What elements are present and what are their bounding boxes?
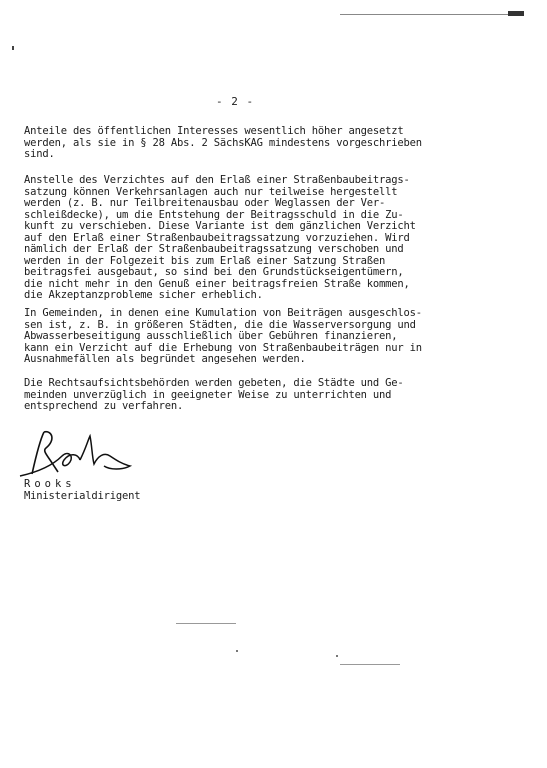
signer-name: Rooks — [24, 478, 76, 490]
scan-artifact-left-dot — [12, 46, 14, 50]
handwritten-signature — [18, 426, 138, 484]
signer-title: Ministerialdirigent — [24, 490, 141, 502]
scan-noise-dot — [336, 655, 338, 657]
scan-artifact-top-line — [340, 14, 510, 15]
page-number: - 2 - — [216, 95, 255, 108]
paragraph-partial-construction: Anstelle des Verzichtes auf den Erlaß einer Straßenbaubeitrags- satzung können Verkehrsanlagen auch nur teilweise hergestellt werden (z. B. nur Teilbreitenausbau oder Weglassen der Ver- schleißdecke), um die Entstehung der Beitragsschuld in die Zu- kunft zu verschieben. Diese Variante ist dem gänzlichen Verzicht auf den Erlaß einer Straßenbaubeitragssatzung vorzuziehen. Wird nämlich der Erlaß der Straßenbaubeitragssatzung verschoben und werden in der Folgezeit bis zum Erlaß einer Satzung Straßen beitragsfei ausgebaut, so sind bei den Grundstückseigentümern, die nicht mehr in den Genuß einer beitragsfreien Straße kommen, die Akzeptanzprobleme sicher erheblich. — [24, 174, 416, 301]
scan-noise-line — [340, 664, 400, 665]
scan-noise-dot — [236, 650, 238, 652]
paragraph-supervisory-authorities: Die Rechtsaufsichtsbehörden werden gebeten, die Städte und Ge- meinden unverzüglich in geeigneter Weise zu unterrichten und entsprechend zu verfahren. — [24, 377, 404, 412]
scan-artifact-top-mark — [508, 11, 524, 16]
paragraph-cumulation: In Gemeinden, in denen eine Kumulation von Beiträgen ausgeschlos- sen ist, z. B. in größeren Städten, die die Wasserversorgung und Abwasserbeseitigung ausschließlich über Gebühren finanzieren, kann ein Verzicht auf die Erhebung von Straßenbaubeiträgen nur in Ausnahmefällen als begründet angesehen werden. — [24, 307, 422, 365]
paragraph-public-interest: Anteile des öffentlichen Interesses wesentlich höher angesetzt werden, als sie in § 28 Abs. 2 SächsKAG mindestens vorgeschrieben sind. — [24, 125, 422, 160]
scan-noise-line — [176, 623, 236, 624]
